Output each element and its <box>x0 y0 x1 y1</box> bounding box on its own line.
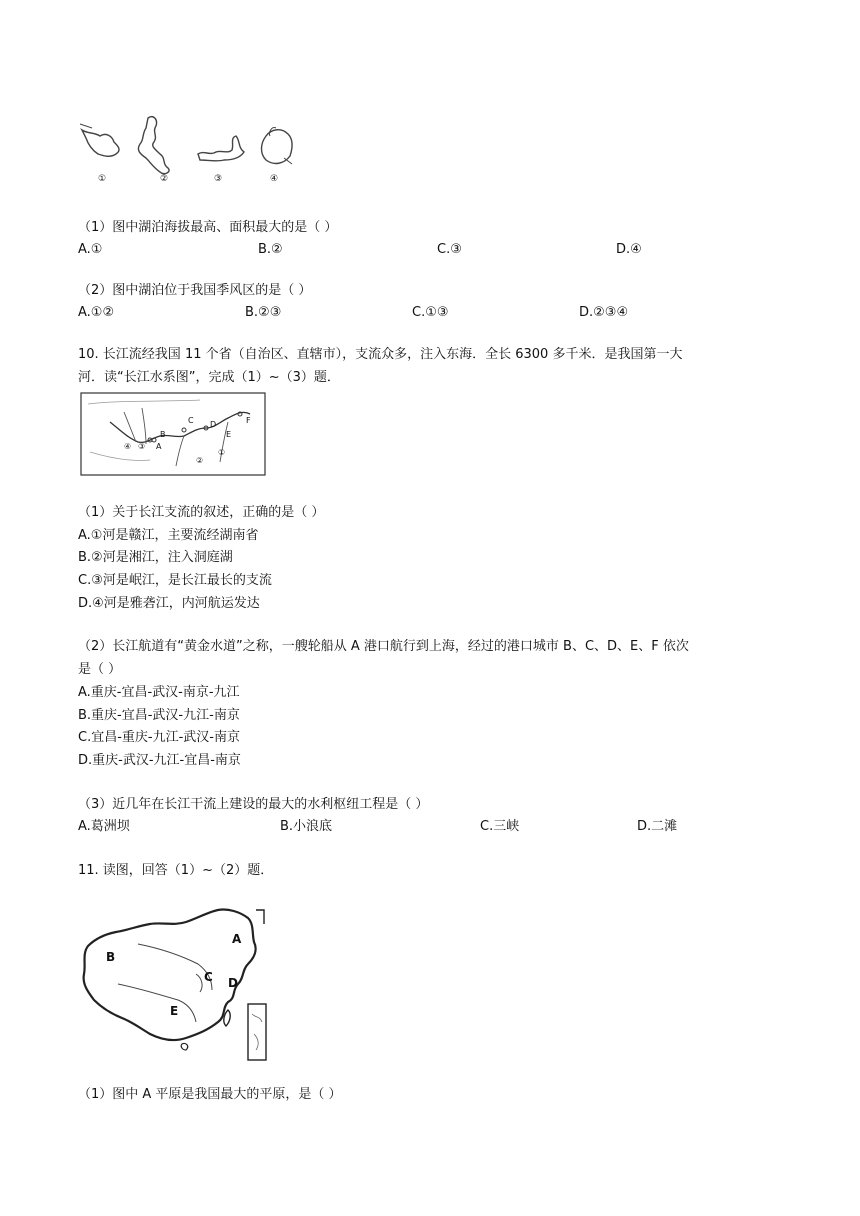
q9-1-option-c[interactable]: C.③ <box>437 242 462 257</box>
q10-3-stem: （3）近几年在长江干流上建设的最大的水利枢纽工程是（ ） <box>78 797 429 812</box>
q10-3-option-d[interactable]: D.二滩 <box>637 819 678 834</box>
q10-2-option-d[interactable]: D.重庆-武汉-九江-宜昌-南京 <box>78 753 241 768</box>
lake-label-1: ① <box>98 174 107 184</box>
map-label-river-1: ① <box>218 448 226 457</box>
q9-1-option-b[interactable]: B.② <box>258 242 283 257</box>
q10-1-option-d[interactable]: D.④河是雅砻江，内河航运发达 <box>78 596 260 611</box>
q9-2-option-a[interactable]: A.①② <box>78 305 115 320</box>
q10-1-option-c[interactable]: C.③河是岷江，是长江最长的支流 <box>78 573 272 588</box>
map-label-a: A <box>156 442 162 451</box>
lake-label-3: ③ <box>214 174 223 184</box>
map-label-d: D <box>210 420 217 429</box>
q10-2-option-b[interactable]: B.重庆-宜昌-武汉-九江-南京 <box>78 708 240 723</box>
q9-2-option-b[interactable]: B.②③ <box>245 305 282 320</box>
lakes-figure <box>78 110 298 190</box>
q9-1-stem: （1）图中湖泊海拔最高、面积最大的是（ ） <box>78 220 338 235</box>
q10-1-option-a[interactable]: A.①河是赣江，主要流经湖南省 <box>78 528 259 543</box>
china-map-label-c: C <box>204 970 213 984</box>
map-label-river-3: ③ <box>138 442 146 451</box>
q11-stem: 11. 读图，回答（1）~（2）题． <box>78 863 274 878</box>
q9-1-option-a[interactable]: A.① <box>78 242 103 257</box>
q10-1-stem: （1）关于长江支流的叙述，正确的是（ ） <box>78 505 325 520</box>
map-label-b: B <box>160 430 166 439</box>
lake-label-4: ④ <box>270 174 279 184</box>
lake-label-2: ② <box>160 174 169 184</box>
q10-2-stem-line2: 是（ ） <box>78 662 122 677</box>
q10-3-option-a[interactable]: A.葛洲坝 <box>78 819 130 834</box>
q11-1-stem: （1）图中 A 平原是我国最大的平原，是（ ） <box>78 1087 342 1102</box>
q10-stem-line2: 河．读“长江水系图”，完成（1）~（3）题． <box>78 370 340 385</box>
china-map <box>78 904 268 1062</box>
q10-2-option-c[interactable]: C.宜昌-重庆-九江-武汉-南京 <box>78 730 240 745</box>
china-map-label-a: A <box>232 932 242 946</box>
q10-2-option-a[interactable]: A.重庆-宜昌-武汉-南京-九江 <box>78 685 240 700</box>
yangtze-river-map <box>80 392 266 476</box>
china-map-label-e: E <box>170 1004 179 1018</box>
q9-1-option-d[interactable]: D.④ <box>616 242 642 257</box>
q10-1-option-b[interactable]: B.②河是湘江，注入洞庭湖 <box>78 550 233 565</box>
q10-3-option-b[interactable]: B.小浪底 <box>280 819 333 834</box>
china-map-label-d: D <box>228 976 238 990</box>
q9-2-option-d[interactable]: D.②③④ <box>579 305 629 320</box>
map-label-f: F <box>246 416 251 425</box>
q10-2-stem-line1: （2）长江航道有“黄金水道”之称，一艘轮船从 A 港口航行到上海，经过的港口城市 B、C、D、E、F 依次 <box>78 639 689 654</box>
q10-3-option-c[interactable]: C.三峡 <box>480 819 520 834</box>
q10-stem-line1: 10. 长江流经我国 11 个省（自治区、直辖市），支流众多，注入东海．全长 6300 多千米．是我国第一大 <box>78 347 683 362</box>
map-label-c: C <box>188 416 194 425</box>
china-map-label-b: B <box>106 950 116 964</box>
q9-2-option-c[interactable]: C.①③ <box>412 305 449 320</box>
map-label-river-4: ④ <box>124 442 132 451</box>
map-label-river-2: ② <box>196 456 204 465</box>
q9-2-stem: （2）图中湖泊位于我国季风区的是（ ） <box>78 283 312 298</box>
map-label-e: E <box>226 430 232 439</box>
